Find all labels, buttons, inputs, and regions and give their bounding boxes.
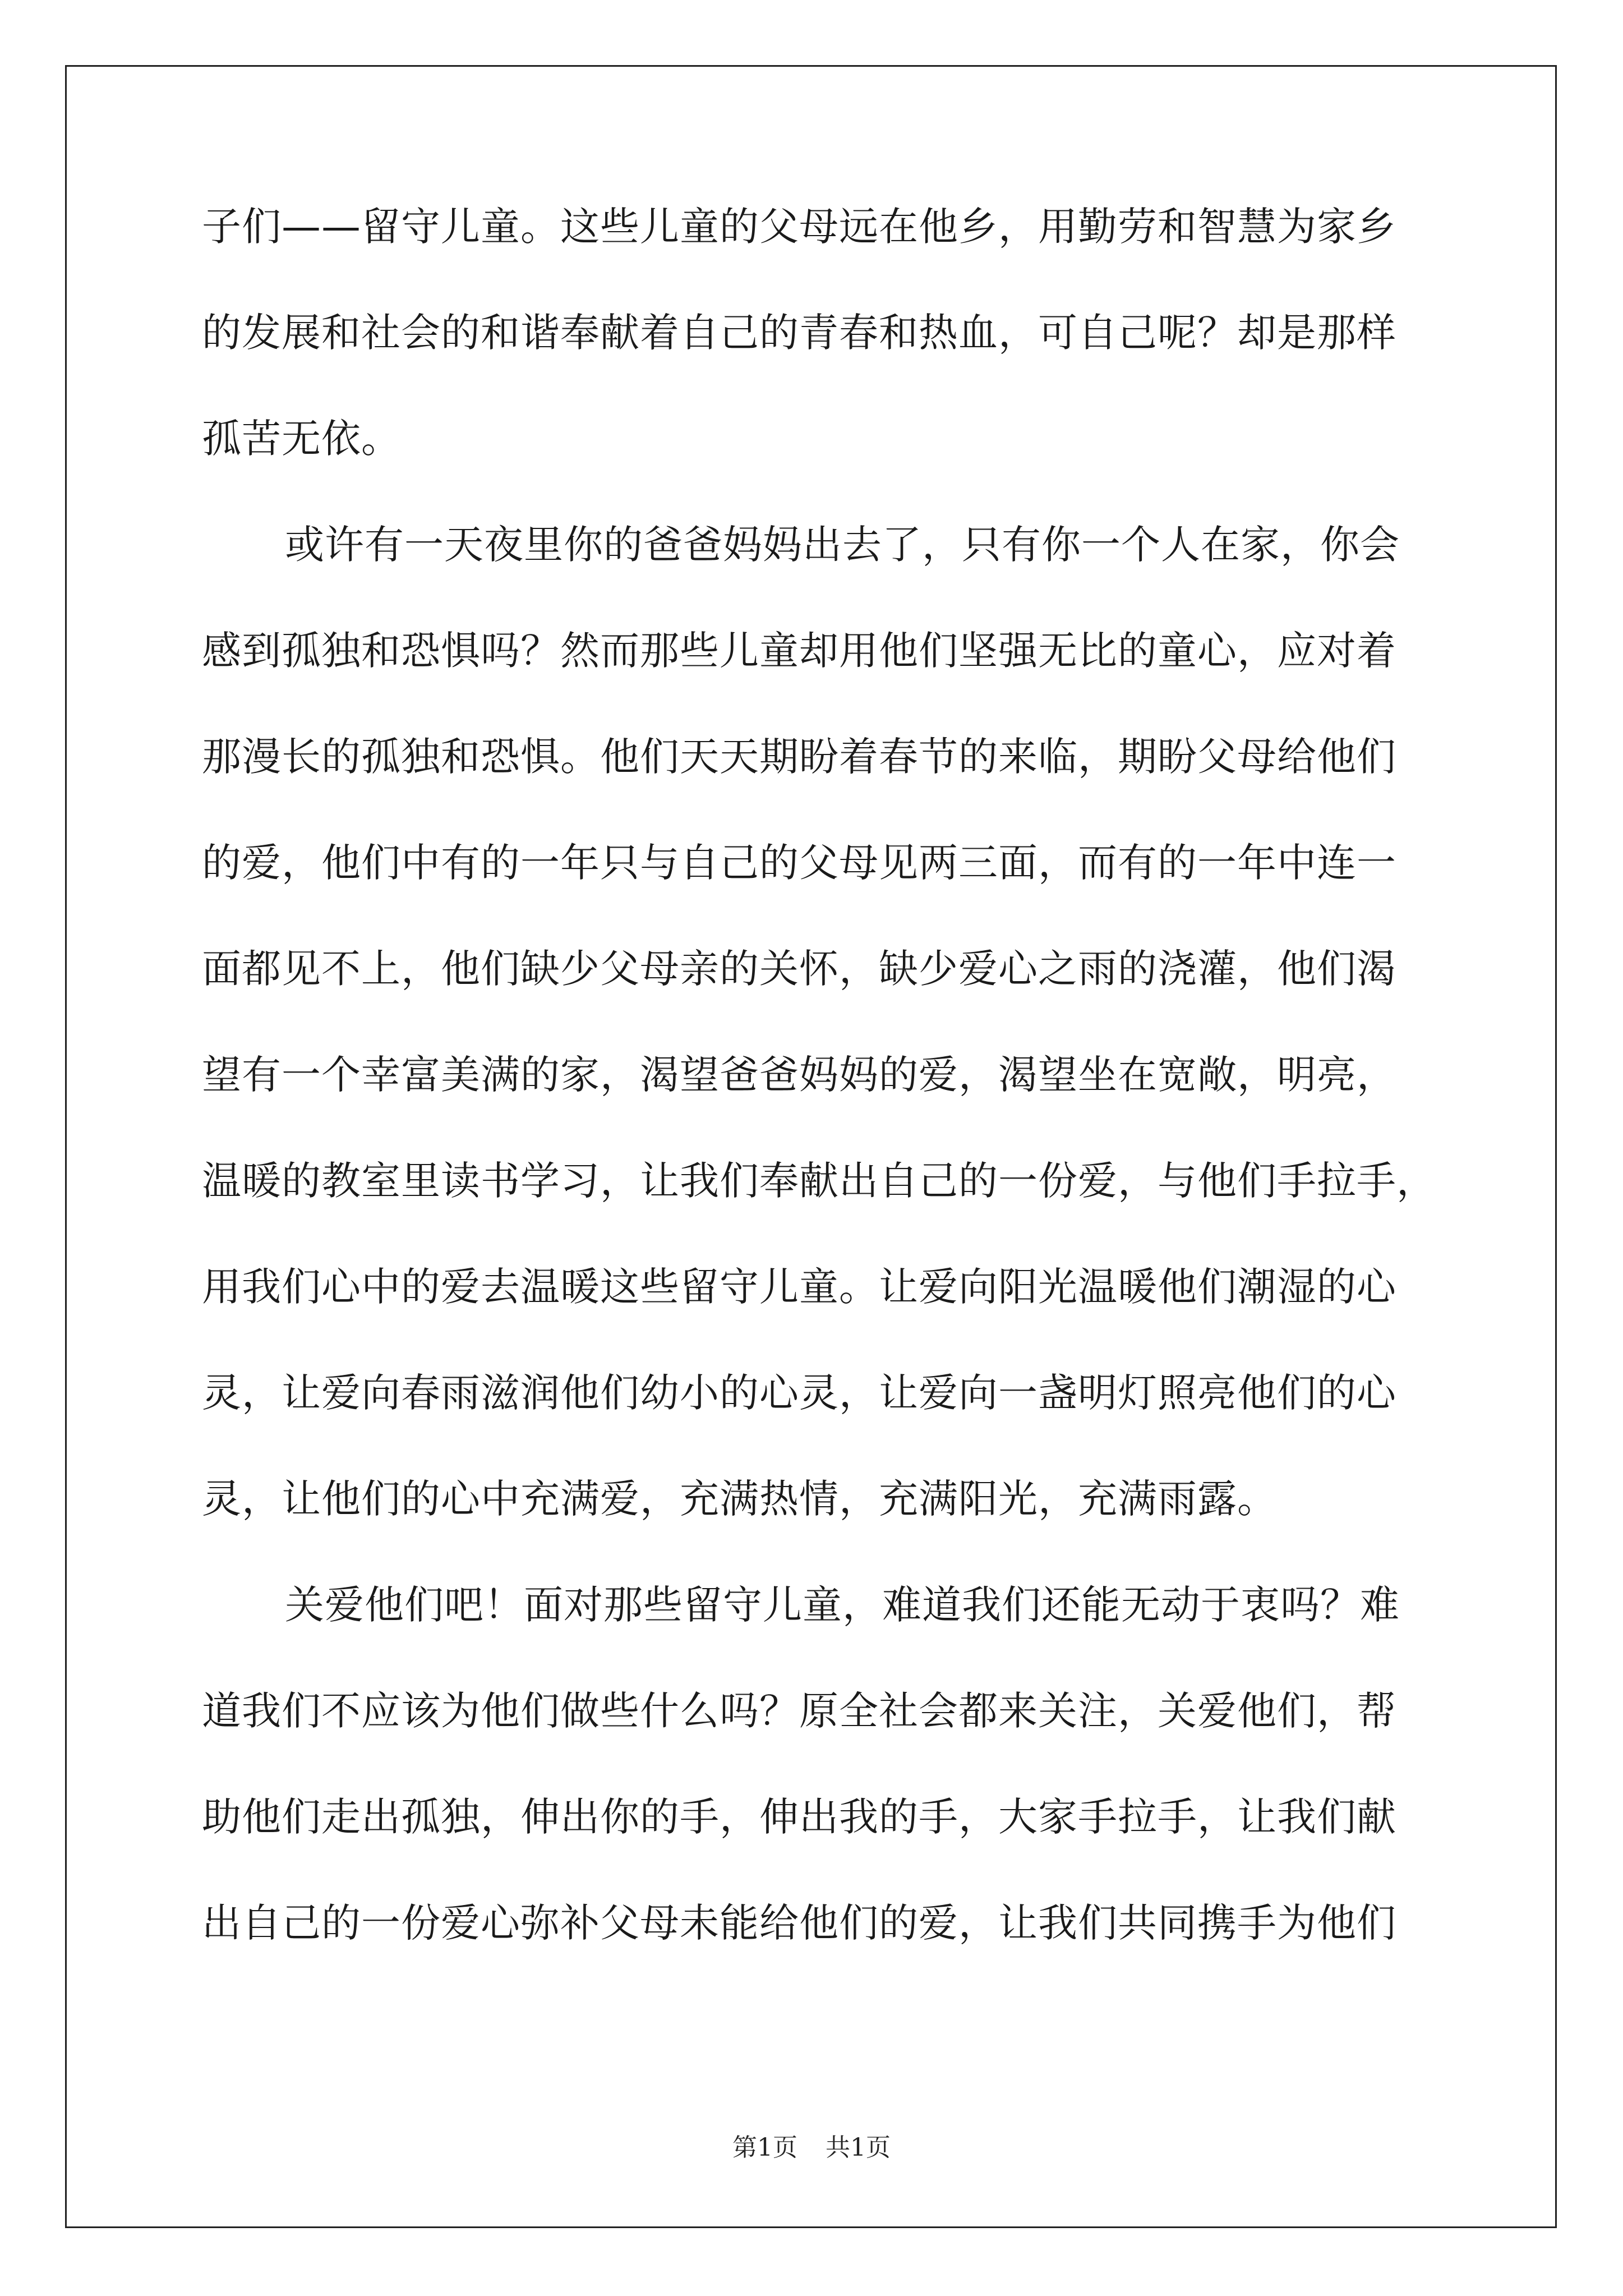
text-line: 助他们走出孤独，伸出你的手，伸出我的手，大家手拉手，让我们献 [202, 1794, 1396, 1840]
page-number-total: 共1页 [826, 2133, 891, 2162]
text-line: 子们——留守儿童。这些儿童的父母远在他乡，用勤劳和智慧为家乡 [202, 204, 1396, 250]
text-line: 那漫长的孤独和恐惧。他们天天期盼着春节的来临，期盼父母给他们 [202, 734, 1396, 780]
text-line: 的发展和社会的和谐奉献着自己的青春和热血，可自己呢？却是那样 [202, 310, 1396, 356]
text-line: 望有一个幸富美满的家，渴望爸爸妈妈的爱，渴望坐在宽敞，明亮， [202, 1052, 1396, 1098]
text-line: 孤苦无依。 [202, 416, 401, 462]
text-line: 用我们心中的爱去温暖这些留守儿童。让爱向阳光温暖他们潮湿的心 [202, 1264, 1396, 1310]
text-line: 出自己的一份爱心弥补父母未能给他们的爱，让我们共同携手为他们 [202, 1900, 1396, 1946]
text-line: 关爱他们吧！面对那些留守儿童，难道我们还能无动于衷吗？难 [285, 1582, 1400, 1628]
text-line: 感到孤独和恐惧吗？然而那些儿童却用他们坚强无比的童心，应对着 [202, 628, 1396, 674]
text-line: 灵，让爱向春雨滋润他们幼小的心灵，让爱向一盏明灯照亮他们的心 [202, 1370, 1396, 1416]
text-line: 温暖的教室里读书学习，让我们奉献出自己的一份爱，与他们手拉手， [202, 1158, 1436, 1204]
document-body [202, 193, 1469, 1995]
text-line: 的爱，他们中有的一年只与自己的父母见两三面，而有的一年中连一 [202, 840, 1396, 886]
page-footer [0, 2127, 1623, 2163]
text-line: 灵，让他们的心中充满爱，充满热情，充满阳光，充满雨露。 [202, 1476, 1277, 1522]
text-line: 道我们不应该为他们做些什么吗？原全社会都来关注，关爱他们，帮 [202, 1688, 1396, 1734]
page-number-current: 第1页 [732, 2133, 797, 2162]
text-line: 或许有一天夜里你的爸爸妈妈出去了，只有你一个人在家，你会 [285, 522, 1400, 568]
text-line: 面都见不上，他们缺少父母亲的关怀，缺少爱心之雨的浇灌，他们渴 [202, 946, 1396, 992]
